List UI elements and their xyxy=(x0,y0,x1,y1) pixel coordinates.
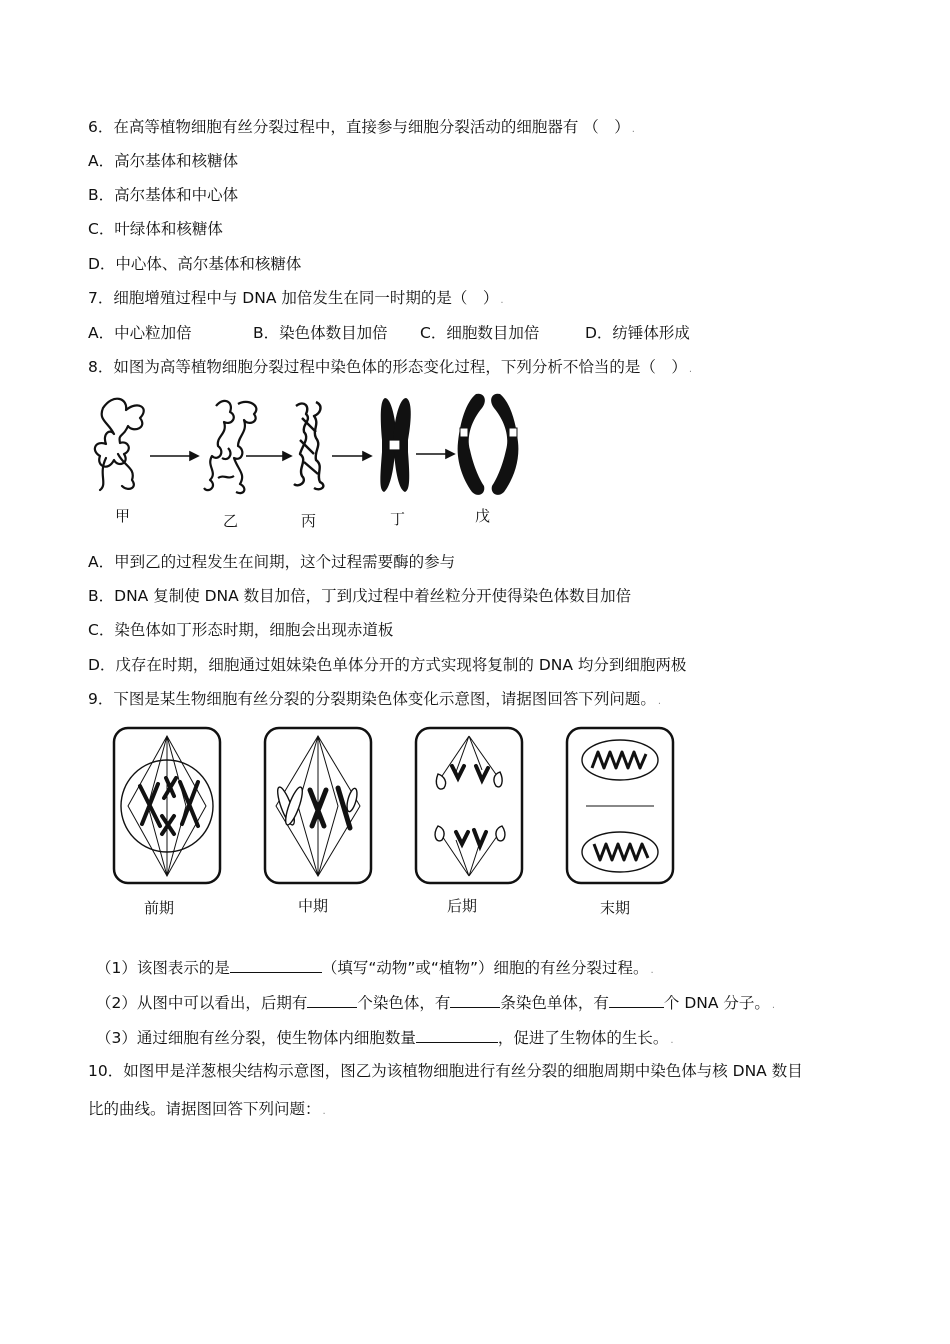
fig8-label-bing: 丙 xyxy=(301,512,317,530)
q8-option-d: D．戊存在时期，细胞通过姐妹染色单体分开的方式实现将复制的 DNA 均分到细胞两极 xyxy=(88,656,687,674)
q9-sub1: （1）该图表示的是 （填写“动物”或“植物”）细胞的有丝分裂过程。 . xyxy=(96,956,654,982)
q10-stem-line2: 比的曲线。请据图回答下列问题： . xyxy=(88,1100,326,1118)
q6-option-a: A．高尔基体和核糖体 xyxy=(88,152,239,170)
q6-option-d: D．中心体、高尔基体和核糖体 xyxy=(88,255,302,273)
q7-option-a: A．中心粒加倍 xyxy=(88,324,192,342)
q6-stem: 6．在高等植物细胞有丝分裂过程中，直接参与细胞分裂活动的细胞器有 （ ） . xyxy=(88,118,635,136)
q9-sub2-blank-1[interactable] xyxy=(307,991,357,1008)
q8-option-b: B．DNA 复制使 DNA 数目加倍，丁到戊过程中着丝粒分开使得染色体数目加倍 xyxy=(88,587,632,605)
q8-option-c: C．染色体如丁形态时期，细胞会出现赤道板 xyxy=(88,621,394,639)
fig9-label-anaphase: 后期 xyxy=(447,897,478,915)
mitosis-phases-figure xyxy=(108,722,708,927)
q9-stem: 9．下图是某生物细胞有丝分裂的分裂期染色体变化示意图，请据图回答下列问题。 . xyxy=(88,690,662,708)
q8-stem: 8．如图为高等植物细胞分裂过程中染色体的形态变化过程，下列分析不恰当的是（ ） . xyxy=(88,358,693,376)
q7-options xyxy=(88,322,690,344)
q7-option-b: B．染色体数目加倍 xyxy=(253,324,388,342)
fig9-label-prophase: 前期 xyxy=(144,899,175,917)
q9-sub3-blank[interactable] xyxy=(416,1026,498,1043)
fig9-label-telophase: 末期 xyxy=(600,899,631,917)
q9-sub1-blank[interactable] xyxy=(230,956,322,973)
q7-option-d: D．纺锤体形成 xyxy=(585,324,690,342)
q9-sub2: （2）从图中可以看出，后期有 个染色体，有 条染色单体，有 个 DNA 分子。 . xyxy=(96,991,775,1017)
fig8-label-ding: 丁 xyxy=(390,510,406,528)
fig9-label-metaphase: 中期 xyxy=(298,897,329,915)
q7-stem: 7．细胞增殖过程中与 DNA 加倍发生在同一时期的是（ ） . xyxy=(88,289,504,307)
q9-sub3: （3）通过细胞有丝分裂，使生物体内细胞数量 ，促进了生物体的生长。 . xyxy=(96,1026,674,1052)
q6-option-b: B．高尔基体和中心体 xyxy=(88,186,239,204)
q8-option-a: A．甲到乙的过程发生在间期，这个过程需要酶的参与 xyxy=(88,553,456,571)
q9-sub2-blank-3[interactable] xyxy=(609,991,664,1008)
fig8-label-yi: 乙 xyxy=(223,512,239,530)
q6-option-c: C．叶绿体和核糖体 xyxy=(88,220,223,238)
fig8-label-wu: 戊 xyxy=(475,507,491,525)
q7-option-c: C．细胞数目加倍 xyxy=(420,324,540,342)
q9-sub2-blank-2[interactable] xyxy=(450,991,500,1008)
q10-stem-line1: 10．如图甲是洋葱根尖结构示意图，图乙为该植物细胞进行有丝分裂的细胞周期中染色体与核 DNA 数目 xyxy=(88,1062,803,1080)
fig8-label-jia: 甲 xyxy=(115,507,131,525)
chromosome-morphology-figure xyxy=(88,388,533,538)
